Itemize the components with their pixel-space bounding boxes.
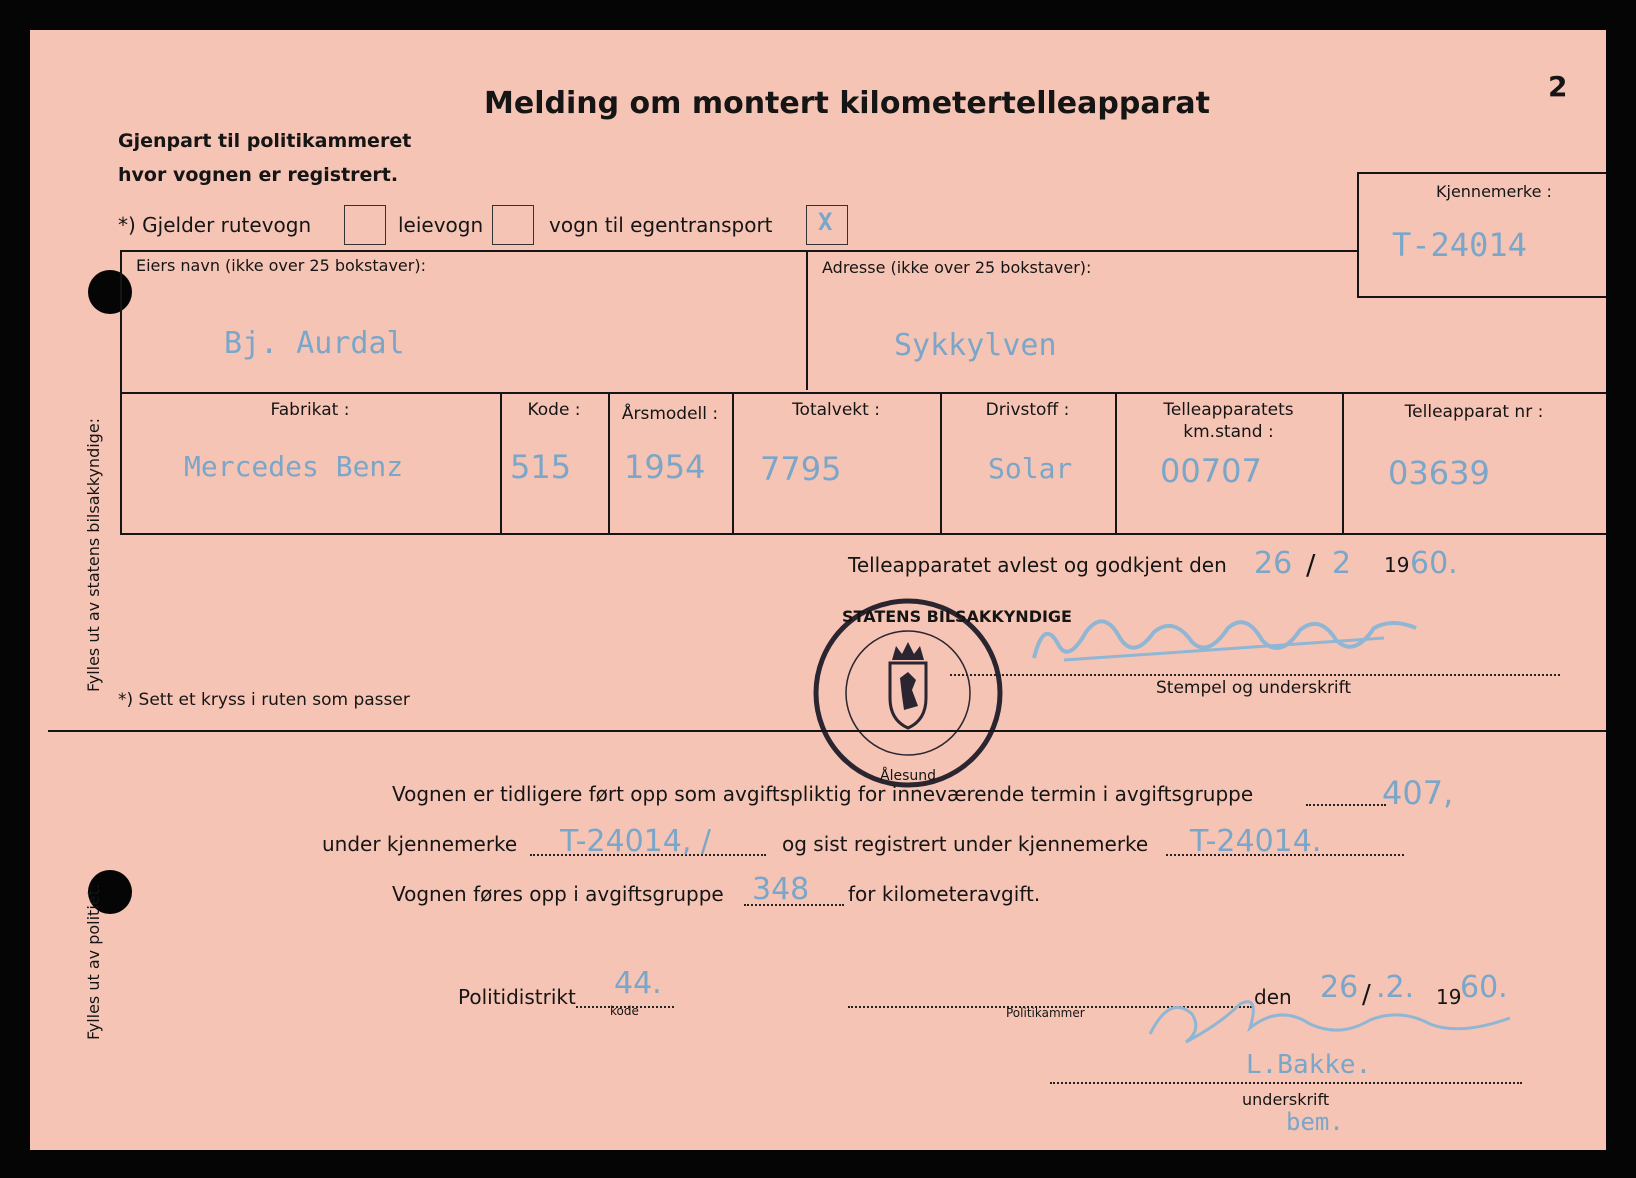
arsmodell-header: Årsmodell :: [621, 404, 719, 424]
police-line3-b: for kilometeravgift.: [848, 882, 1041, 906]
copy-note-line2: hvor vognen er registrert.: [118, 164, 399, 186]
date-den-label: den: [1254, 985, 1292, 1009]
approval-day: 26: [1254, 546, 1293, 581]
rutevogn-label: *) Gjelder rutevogn: [118, 213, 312, 237]
drivstoff-header: Drivstoff :: [985, 400, 1070, 420]
police-line2-b: og sist registrert under kjennemerke: [782, 832, 1149, 856]
stamp-text: STATENS BILSAKKYNDIGE: [842, 607, 1072, 626]
police-signature: [1140, 984, 1520, 1054]
address-value: Sykkylven: [894, 328, 1057, 363]
fabrikat-header: Fabrikat :: [270, 400, 350, 420]
rutevogn-checkbox[interactable]: [344, 205, 386, 245]
page-number: 2: [1548, 70, 1568, 103]
punch-hole-top: [88, 270, 132, 314]
politikammer-sublabel: Politikammer: [1006, 1006, 1085, 1020]
stamp-city: Ålesund: [880, 768, 937, 784]
signature-dotted-line: [950, 674, 1560, 676]
kmstand-header-line1: Telleapparatets: [1163, 400, 1294, 420]
police-line1-dots: [1306, 804, 1386, 806]
kjennemerke-label: Kjennemerke :: [1436, 182, 1552, 201]
date-year-prefix: 19: [1436, 985, 1462, 1009]
vehicle-table-bottom: [120, 533, 1606, 535]
date-month: .2.: [1376, 970, 1415, 1005]
police-line2-value-b: T-24014.: [1190, 824, 1322, 859]
vehicle-table-top: [120, 392, 1606, 394]
kjennemerke-value: T-24014: [1392, 226, 1527, 264]
approval-sep: /: [1306, 548, 1316, 581]
date-year-suffix: 60.: [1460, 970, 1508, 1005]
totalvekt-value: 7795: [760, 450, 842, 488]
leievogn-label: leievogn: [398, 213, 484, 237]
kjennemerke-box-left: [1357, 172, 1359, 298]
signer-name: L.Bakke.: [1246, 1050, 1372, 1080]
egentransport-label: vogn til egentransport: [549, 213, 773, 237]
section-separator: [48, 730, 1606, 732]
form-title: Melding om montert kilometertelleapparat: [484, 86, 1210, 121]
kjennemerke-box-top: [1357, 172, 1606, 174]
drivstoff-value: Solar: [988, 452, 1073, 485]
police-line2-a: under kjennemerke: [322, 832, 518, 856]
owner-row-top-line: [120, 250, 1357, 252]
police-line3-value: 348: [752, 872, 810, 907]
copy-note-line1: Gjenpart til politikammeret: [118, 130, 412, 152]
official-stamp: [772, 598, 1044, 788]
approval-year-suffix: 60.: [1410, 546, 1458, 581]
kode-value: 515: [510, 448, 572, 486]
politidistrikt-label: Politidistrikt: [458, 985, 576, 1009]
leievogn-checkbox[interactable]: [492, 205, 534, 245]
politidistrikt-value: 44.: [614, 966, 662, 1001]
owner-value: Bj. Aurdal: [224, 326, 405, 361]
fabrikat-value: Mercedes Benz: [184, 450, 404, 483]
side-label-inspector: Fylles ut av statens bilsakkyndige:: [84, 417, 103, 692]
tellenr-header: Telleapparat nr :: [1404, 402, 1544, 422]
approval-year-prefix: 19: [1384, 553, 1410, 577]
address-label: Adresse (ikke over 25 bokstaver):: [822, 258, 1092, 277]
signature-line-label: Stempel og underskrift: [1156, 678, 1352, 698]
footnote: *) Sett et kryss i ruten som passer: [118, 690, 410, 710]
side-label-police: Fylles ut av politiet:: [84, 883, 103, 1040]
totalvekt-header: Totalvekt :: [792, 400, 880, 420]
owner-label: Eiers navn (ikke over 25 bokstaver):: [136, 256, 426, 275]
kjennemerke-box-bottom: [1357, 296, 1606, 298]
egentransport-mark: X: [818, 208, 833, 236]
underskrift-label: underskrift: [1242, 1090, 1330, 1109]
tellenr-value: 03639: [1388, 454, 1490, 492]
kode-header: Kode :: [527, 400, 581, 420]
kmstand-header-line2: km.stand :: [1183, 422, 1274, 442]
kode-sublabel: kode: [610, 1004, 639, 1018]
police-line1: Vognen er tidligere ført opp som avgiftspliktig for inneværende termin i avgiftsgruppe: [392, 782, 1254, 806]
approval-month: 2: [1332, 546, 1352, 581]
owner-address-divider: [806, 250, 808, 390]
police-line3-a: Vognen føres opp i avgiftsgruppe: [392, 882, 724, 906]
date-sep: /: [1362, 980, 1371, 1010]
police-line2-value-a: T-24014, /: [560, 824, 712, 859]
kmstand-value: 00707: [1160, 452, 1262, 490]
bem-note: bem.: [1286, 1108, 1344, 1136]
underskrift-dots: [1050, 1082, 1522, 1084]
approval-text: Telleapparatet avlest og godkjent den: [848, 553, 1227, 577]
police-line1-value: 407,: [1382, 774, 1454, 812]
date-day: 26: [1320, 970, 1359, 1005]
arsmodell-value: 1954: [624, 448, 706, 486]
